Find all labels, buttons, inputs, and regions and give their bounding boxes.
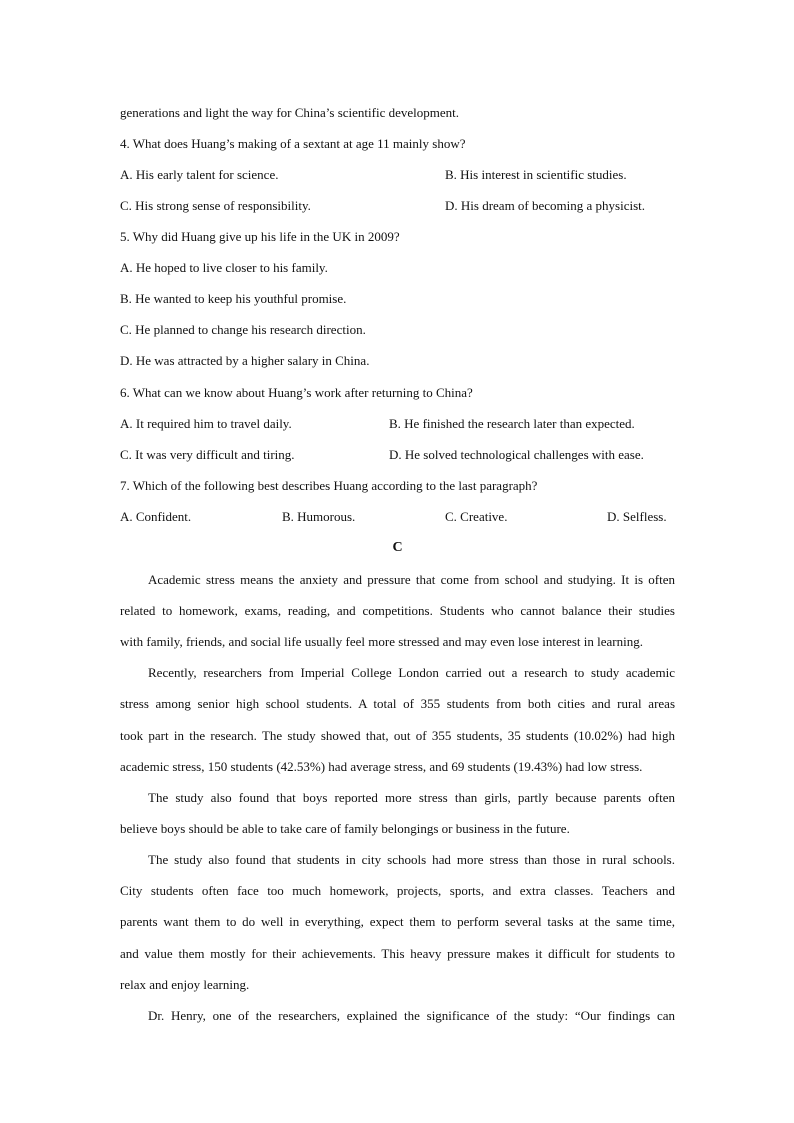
passage-c-paragraph-1-line-2: related to homework, exams, reading, and competitions. Students who cannot balance their studies	[120, 603, 675, 618]
question-4-options-row-2	[120, 196, 675, 216]
passage-c-paragraph-4-line-2: City students often face too much homework, projects, sports, and extra classes. Teachers and	[120, 883, 675, 898]
passage-c-paragraph-2-line-3: took part in the research. The study showed that, out of 355 students, 35 students (10.02%) had high	[120, 728, 675, 743]
question-5-option-c[interactable]: C. He planned to change his research direction.	[120, 322, 366, 337]
question-7-option-d[interactable]: D. Selfless.	[607, 509, 667, 524]
question-6-options-row-2	[120, 445, 675, 465]
question-4-option-c[interactable]: C. His strong sense of responsibility.	[120, 198, 311, 213]
question-5-option-b[interactable]: B. He wanted to keep his youthful promise.	[120, 291, 347, 306]
question-4-option-d[interactable]: D. His dream of becoming a physicist.	[445, 198, 646, 213]
question-6-option-a[interactable]: A. It required him to travel daily.	[120, 416, 292, 431]
question-4-stem: 4. What does Huang’s making of a sextant at age 11 mainly show?	[120, 136, 466, 151]
question-4-option-a[interactable]: A. His early talent for science.	[120, 167, 279, 182]
question-7-stem: 7. Which of the following best describes Huang according to the last paragraph?	[120, 478, 538, 493]
passage-c-paragraph-4-line-3: parents want them to do well in everything, expect them to perform several tasks at the same time,	[120, 914, 675, 929]
question-6-option-b[interactable]: B. He finished the research later than expected.	[389, 416, 635, 431]
passage-c-paragraph-3-line-1: The study also found that boys reported more stress than girls, partly because parents often	[148, 790, 675, 805]
question-4-option-b[interactable]: B. His interest in scientific studies.	[445, 167, 627, 182]
passage-c-paragraph-5-line-1: Dr. Henry, one of the researchers, explained the significance of the study: “Our findings can	[148, 1008, 675, 1023]
question-7-option-a[interactable]: A. Confident.	[120, 509, 192, 524]
question-4-options-row-1	[120, 165, 675, 185]
question-7-options	[120, 507, 675, 527]
passage-c-paragraph-2-line-1: Recently, researchers from Imperial College London carried out a research to study academic	[148, 665, 675, 680]
passage-c-paragraph-1-line-1: Academic stress means the anxiety and pressure that come from school and studying. It is often	[148, 572, 675, 587]
passage-c-paragraph-1-line-3: with family, friends, and social life usually feel more stressed and may even lose interest in learning.	[120, 634, 643, 649]
question-7-option-b[interactable]: B. Humorous.	[282, 509, 356, 524]
question-5-option-a[interactable]: A. He hoped to live closer to his family.	[120, 260, 328, 275]
question-6-option-c[interactable]: C. It was very difficult and tiring.	[120, 447, 295, 462]
passage-b-last-line: generations and light the way for China’s scientific development.	[120, 105, 459, 120]
section-heading-c: C	[392, 540, 403, 555]
passage-c-paragraph-2-line-2: stress among senior high school students. A total of 355 students from both cities and rural areas	[120, 696, 675, 711]
passage-c-paragraph-2-line-4: academic stress, 150 students (42.53%) had average stress, and 69 students (19.43%) had low stress.	[120, 759, 643, 774]
question-6-options-row-1	[120, 414, 675, 434]
question-7-option-c[interactable]: C. Creative.	[445, 509, 508, 524]
passage-c-paragraph-3-line-2: believe boys should be able to take care of family belongings or business in the future.	[120, 821, 570, 836]
question-6-option-d[interactable]: D. He solved technological challenges with ease.	[389, 447, 644, 462]
question-5-option-d[interactable]: D. He was attracted by a higher salary in China.	[120, 353, 370, 368]
passage-c-paragraph-4-line-4: and value them mostly for their achievements. This heavy pressure makes it difficult for students to	[120, 946, 675, 961]
question-6-stem: 6. What can we know about Huang’s work after returning to China?	[120, 385, 473, 400]
passage-c-paragraph-4-line-1: The study also found that students in city schools had more stress than those in rural schools.	[148, 852, 675, 867]
passage-c-paragraph-4-line-5: relax and enjoy learning.	[120, 977, 250, 992]
question-5-stem: 5. Why did Huang give up his life in the UK in 2009?	[120, 229, 400, 244]
